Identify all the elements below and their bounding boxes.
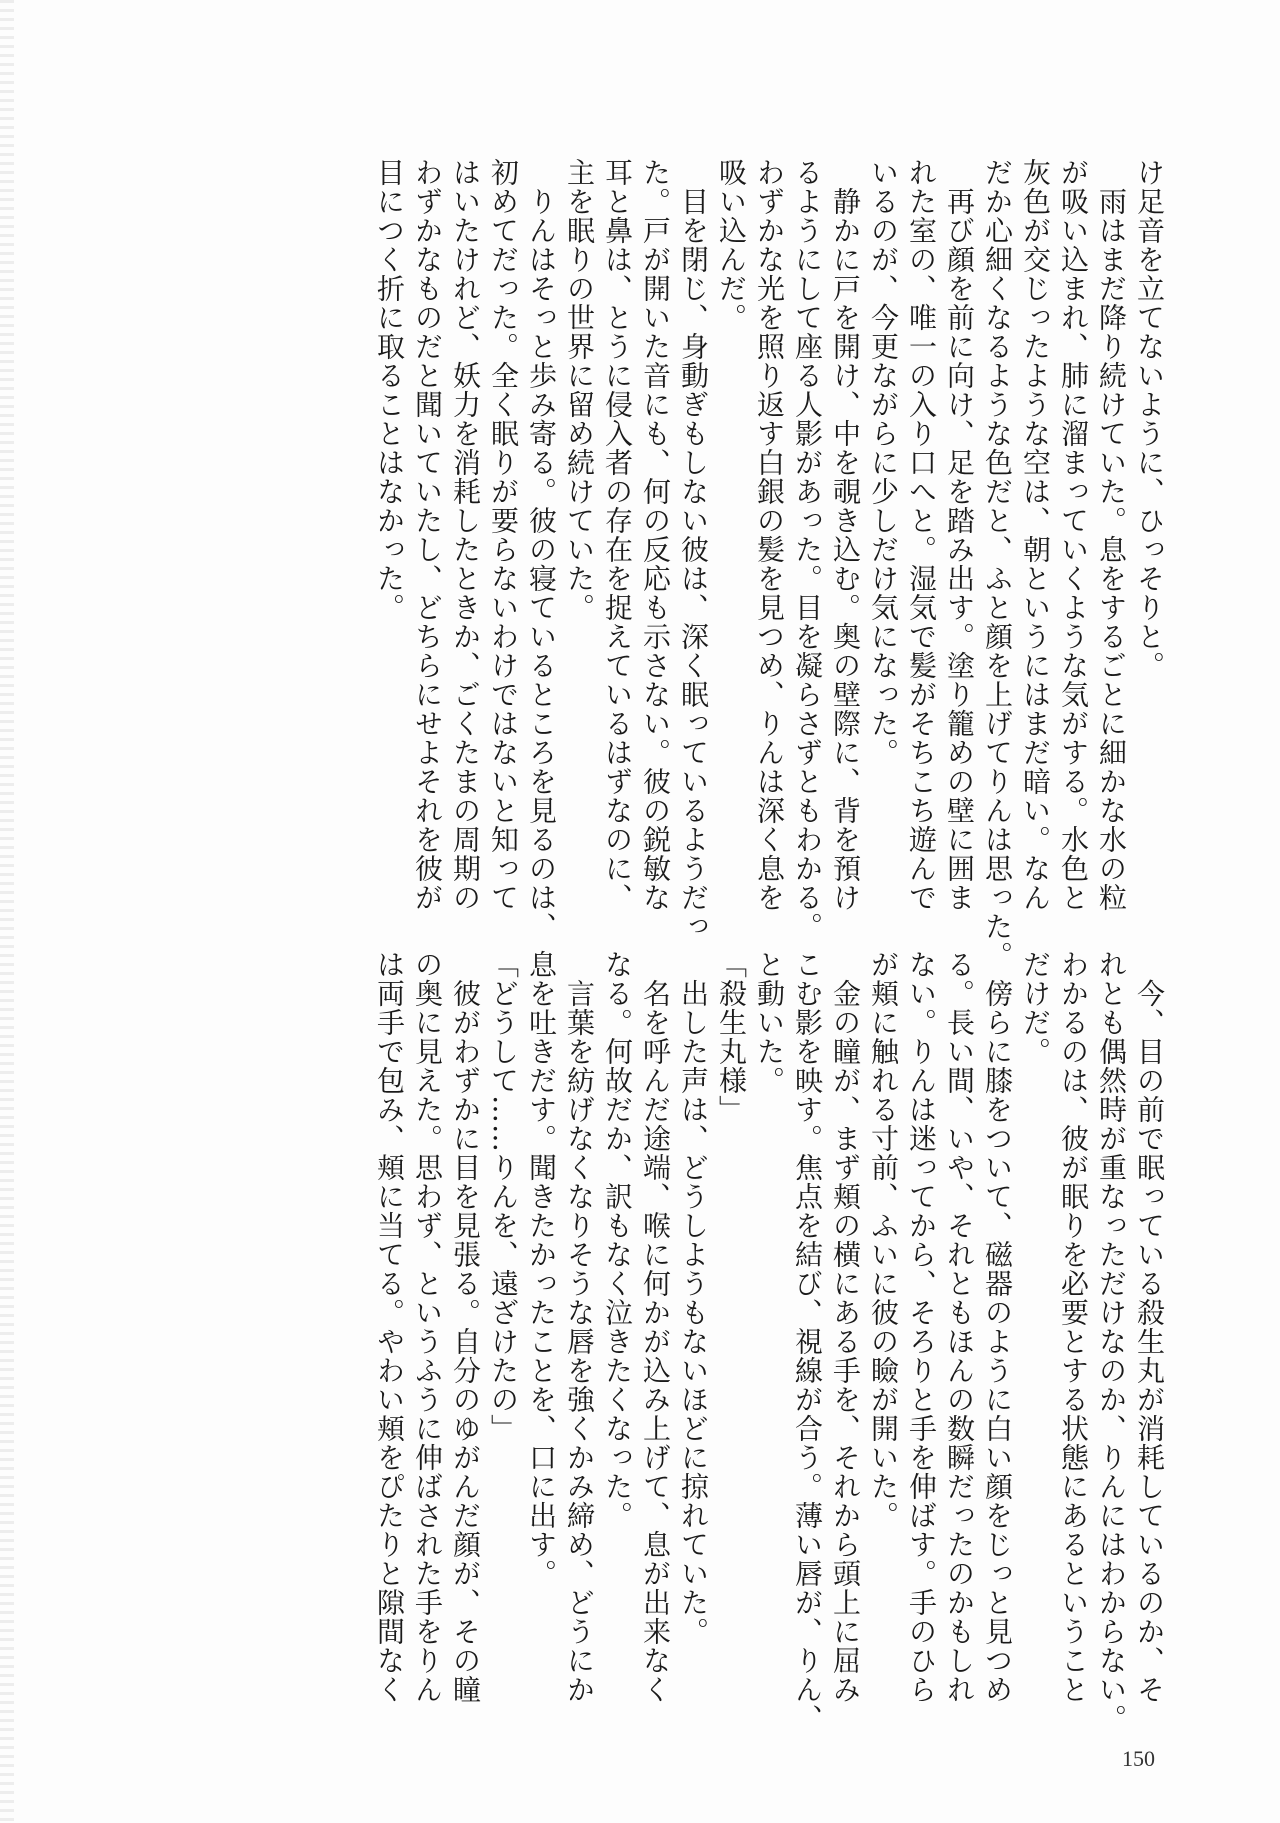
text-line: だけだ。	[1019, 950, 1052, 1066]
text-line: だか心細くなるような色だと、ふと顔を上げてりんは思った。	[981, 158, 1014, 970]
text-line: は両手で包み、頬に当てる。やわい頬をぴたりと隙間なく	[373, 950, 406, 1704]
text-line: 耳と鼻は、とうに侵入者の存在を捉えているはずなのに、	[601, 158, 634, 912]
text-line: 名を呼んだ途端、喉に何かが込み上げて、息が出来なく	[639, 950, 672, 1704]
text-line: 静かに戸を開け、中を覗き込む。奥の壁際に、背を預け	[829, 158, 862, 912]
page-number: 150	[1122, 1746, 1155, 1771]
text-line: と動いた。	[753, 950, 786, 1095]
text-line: が吸い込まれ、肺に溜まっていくような気がする。水色と	[1057, 158, 1090, 912]
upper-text-block	[370, 158, 1168, 970]
text-line: 彼がわずかに目を見張る。自分のゆがんだ顔が、その瞳	[449, 950, 482, 1704]
text-line: 目につく折に取ることはなかった。	[373, 158, 406, 622]
text-line: はいたけれど、妖力を消耗したときか、ごくたまの周期の	[449, 158, 482, 912]
text-line: れとも偶然時が重なっただけなのか、りんにはわからない。	[1095, 950, 1128, 1733]
text-line: いるのが、今更ながらに少しだけ気になった。	[867, 158, 900, 767]
lower-text-block	[370, 950, 1168, 1733]
text-line: れた室の、唯一の入り口へと。湿気で髪がそちこち遊んで	[905, 158, 938, 912]
text-line: 目を閉じ、身動ぎもしない彼は、深く眠っているようだっ	[677, 158, 710, 941]
text-line: ない。りんは迷ってから、そろりと手を伸ばす。手のひら	[905, 950, 938, 1704]
text-line: 再び顔を前に向け、足を踏み出す。塗り籠めの壁に囲ま	[943, 158, 976, 912]
text-line: わずかなものだと聞いていたし、どちらにせよそれを彼が	[411, 158, 444, 912]
text-line: 初めてだった。全く眠りが要らないわけではないと知って	[487, 158, 520, 912]
text-line: 主を眠りの世界に留め続けていた。	[563, 158, 596, 622]
text-line: 金の瞳が、まず頬の横にある手を、それから頭上に屈み	[829, 950, 862, 1704]
text-line: が頬に触れる寸前、ふいに彼の瞼が開いた。	[867, 950, 900, 1530]
text-line: なる。何故だか、訳もなく泣きたくなった。	[601, 950, 634, 1530]
text-line: 息を吐きだす。聞きたかったことを、口に出す。	[525, 950, 558, 1588]
text-line: 今、目の前で眠っている殺生丸が消耗しているのか、そ	[1133, 950, 1166, 1704]
text-line: 雨はまだ降り続けていた。息をするごとに細かな水の粒	[1095, 158, 1128, 912]
text-line: 傍らに膝をついて、磁器のように白い顔をじっと見つめ	[981, 950, 1014, 1704]
binding-edge	[0, 0, 14, 1823]
text-line: た。戸が開いた音にも、何の反応も示さない。彼の鋭敏な	[639, 158, 672, 912]
text-line: りんはそっと歩み寄る。彼の寝ているところを見るのは、	[525, 158, 558, 941]
text-line: わずかな光を照り返す白銀の髪を見つめ、りんは深く息を	[753, 158, 786, 912]
text-line: 「どうして……りんを、遠ざけたの」	[487, 950, 520, 1443]
text-line: 「殺生丸様」	[715, 950, 748, 1124]
text-line: 灰色が交じったような空は、朝というにはまだ暗い。なん	[1019, 158, 1052, 912]
text-line: る。長い間、いや、それともほんの数瞬だったのかもしれ	[943, 950, 976, 1704]
text-line: け足音を立てないように、ひっそりと。	[1133, 158, 1166, 680]
text-line: るようにして座る人影があった。目を凝らさずともわかる。	[791, 158, 824, 941]
text-line: 言葉を紡げなくなりそうな唇を強くかみ締め、どうにか	[563, 950, 596, 1704]
text-line: わかるのは、彼が眠りを必要とする状態にあるということ	[1057, 950, 1090, 1704]
text-line: 出した声は、どうしようもないほどに掠れていた。	[677, 950, 710, 1646]
text-line: の奥に見えた。思わず、というふうに伸ばされた手をりん	[411, 950, 444, 1704]
text-line: こむ影を映す。焦点を結び、視線が合う。薄い唇が、りん、	[791, 950, 824, 1733]
text-line: 吸い込んだ。	[715, 158, 748, 332]
